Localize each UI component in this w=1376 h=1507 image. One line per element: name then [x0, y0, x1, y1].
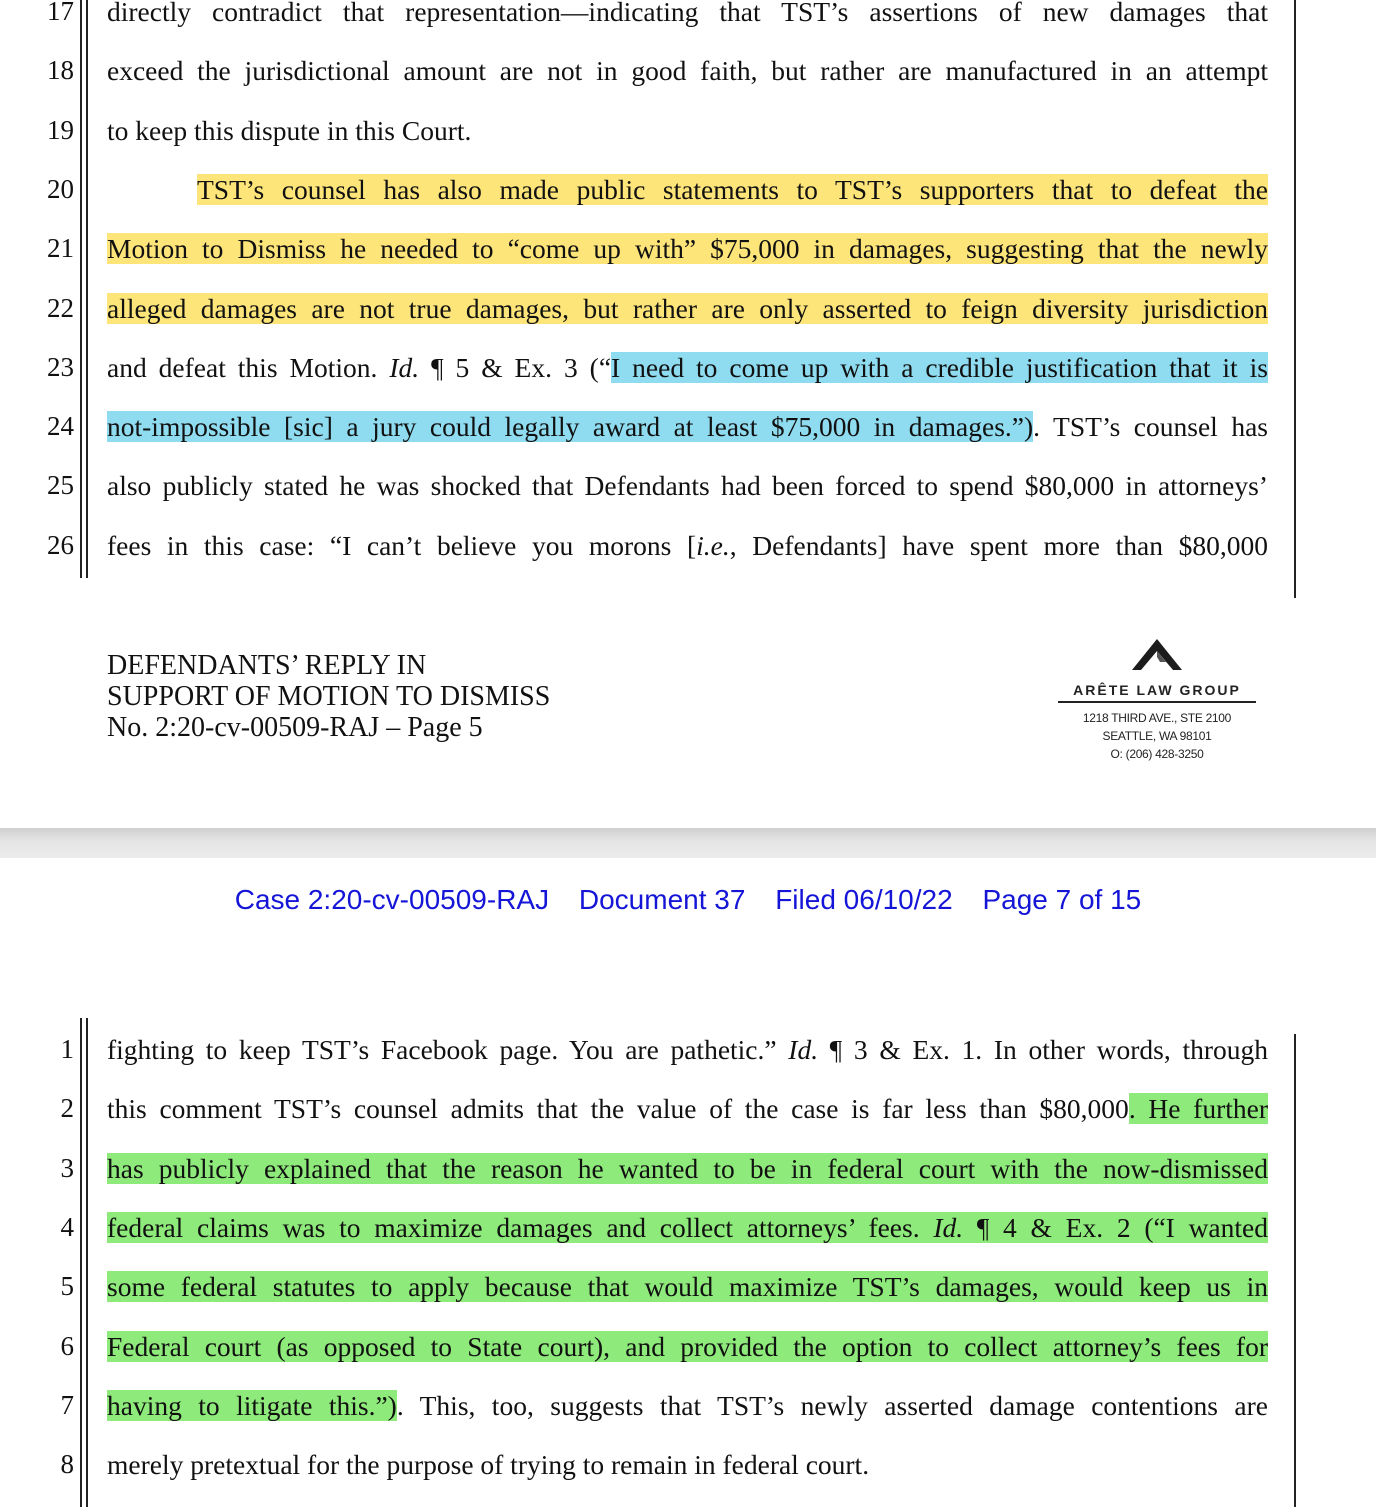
highlight-green: Id.	[933, 1211, 964, 1243]
citation-italic: i.e.	[696, 529, 730, 561]
line-text	[107, 1079, 1268, 1138]
line-number: 7	[60, 1389, 74, 1420]
firm-name: ARÊTE LAW GROUP	[1073, 682, 1241, 698]
line-number: 20	[47, 173, 74, 204]
line-number: 3	[60, 1152, 74, 1183]
line-number: 23	[47, 351, 74, 382]
line-number: 8	[60, 1449, 74, 1480]
document-page-6	[0, 858, 1376, 1507]
line-text	[107, 456, 1268, 515]
highlight-green: ¶ 4 & Ex. 2 (“I wanted	[963, 1211, 1268, 1243]
line-number: 24	[47, 411, 74, 442]
pleading-line	[0, 1257, 1376, 1316]
text-run: ¶ 5 & Ex. 3 (“	[419, 351, 612, 383]
text-run: exceed the jurisdictional amount are not in good faith, but rather are manufactured in an attempt	[107, 55, 1268, 87]
line-text	[107, 338, 1268, 397]
text-run: fees in this case: “I can’t believe you morons [	[107, 529, 697, 561]
citation-italic: Id.	[788, 1034, 819, 1065]
text-run: to keep this dispute in this Court.	[107, 114, 472, 146]
pleading-line	[0, 456, 1376, 515]
highlight-green: has publicly explained that the reason he wanted to be in federal court with the now-dismissed	[107, 1152, 1268, 1184]
text-run: , Defendants] have spent more than $80,000	[729, 529, 1268, 561]
line-number: 19	[47, 114, 74, 145]
line-text	[107, 1020, 1268, 1079]
pleading-line	[0, 1139, 1376, 1198]
footer-case-page: No. 2:20-cv-00509-RAJ – Page 5	[107, 712, 483, 743]
pleading-line	[0, 101, 1376, 160]
pleading-line	[0, 219, 1376, 278]
document-footer-caption	[107, 650, 550, 743]
footer-caption-line: SUPPORT OF MOTION TO DISMISS	[107, 681, 551, 712]
line-text	[107, 397, 1268, 456]
pleading-line	[0, 0, 1376, 41]
text-run: this comment TST’s counsel admits that the value of the case is far less than $80,000	[107, 1093, 1129, 1125]
line-number: 21	[47, 233, 74, 264]
pleading-line	[0, 338, 1376, 397]
text-run: . TST’s counsel has	[1033, 411, 1268, 443]
firm-divider	[1058, 701, 1256, 703]
pleading-line	[0, 1079, 1376, 1138]
line-number: 4	[60, 1211, 74, 1242]
line-number: 2	[60, 1093, 74, 1124]
line-number: 26	[47, 529, 74, 560]
line-number: 18	[47, 55, 74, 86]
pleading-line	[0, 279, 1376, 338]
ecf-case-number: Case 2:20-cv-00509-RAJ	[234, 884, 550, 915]
highlight-blue: I need to come up with a credible justification that it is	[611, 351, 1269, 383]
firm-phone: O: (206) 428-3250	[1110, 747, 1204, 761]
text-run: fighting to keep TST’s Facebook page. You are pathetic.”	[107, 1034, 789, 1065]
line-text	[107, 1257, 1268, 1316]
line-text	[107, 101, 1268, 160]
line-text	[107, 279, 1268, 338]
page-separator	[0, 828, 1376, 858]
firm-address-street: 1218 THIRD AVE., STE 2100	[1082, 711, 1232, 725]
pleading-line	[0, 1020, 1376, 1079]
line-text	[107, 1435, 1268, 1494]
ecf-page-count: Page 7 of 15	[982, 884, 1142, 915]
line-number: 22	[47, 292, 74, 323]
line-text	[107, 1317, 1268, 1376]
pleading-line	[0, 1317, 1376, 1376]
line-number: 6	[60, 1330, 74, 1361]
text-run: also publicly stated he was shocked that Defendants had been forced to spend $80,000 in attorneys’	[107, 470, 1268, 502]
firm-address-city: SEATTLE, WA 98101	[1102, 729, 1212, 743]
line-number: 5	[60, 1271, 74, 1302]
pleading-line	[0, 1198, 1376, 1257]
ecf-document-number: Document 37	[578, 884, 746, 915]
ecf-filing-header	[0, 884, 1376, 916]
pleading-line	[0, 516, 1376, 575]
footer-caption-line: DEFENDANTS’ REPLY IN	[107, 650, 427, 681]
highlight-green: Federal court (as opposed to State court), and provided the option to collect attorney’s fees for	[107, 1330, 1268, 1362]
highlight-yellow: alleged damages are not true damages, but rather are only asserted to feign diversity jurisdiction	[107, 292, 1268, 324]
highlight-green: federal claims was to maximize damages and collect attorneys’ fees.	[107, 1211, 934, 1243]
text-run: merely pretextual for the purpose of trying to remain in federal court.	[107, 1449, 870, 1481]
highlight-yellow: Motion to Dismiss he needed to “come up with” $75,000 in damages, suggesting that the newly	[107, 233, 1268, 265]
line-number: 17	[47, 0, 74, 26]
line-text	[107, 0, 1268, 41]
line-text	[107, 516, 1268, 575]
law-firm-block	[1058, 636, 1256, 763]
line-number: 25	[47, 470, 74, 501]
text-run: . This, too, suggests that TST’s newly asserted damage contentions are	[396, 1389, 1268, 1421]
pleading-line	[0, 160, 1376, 219]
highlight-green: having to litigate this.”)	[107, 1389, 397, 1421]
highlight-yellow: TST’s counsel has also made public statements to TST’s supporters that to defeat the	[197, 173, 1268, 205]
pleading-line	[0, 41, 1376, 100]
pleading-line	[0, 397, 1376, 456]
line-text	[107, 1376, 1268, 1435]
highlight-green: some federal statutes to apply because that would maximize TST’s damages, would keep us in	[107, 1271, 1268, 1303]
line-number: 1	[60, 1034, 74, 1064]
ecf-filed-date: Filed 06/10/22	[775, 884, 953, 915]
highlight-green: . He further	[1128, 1093, 1268, 1125]
arete-logo-icon	[1130, 636, 1184, 674]
highlight-blue: not-impossible [sic] a jury could legally award at least $75,000 in damages.”)	[107, 411, 1034, 443]
text-run: directly contradict that representation—indicating that TST’s assertions of new damages that	[107, 0, 1268, 27]
line-text	[107, 41, 1268, 100]
text-run: ¶ 3 & Ex. 1. In other words, through	[818, 1034, 1268, 1065]
pleading-line	[0, 1376, 1376, 1435]
line-text	[107, 160, 1268, 219]
line-text	[107, 1139, 1268, 1198]
line-text	[107, 1198, 1268, 1257]
line-text	[107, 219, 1268, 278]
citation-italic: Id.	[389, 351, 420, 383]
pleading-line	[0, 1435, 1376, 1494]
text-run: and defeat this Motion.	[107, 351, 390, 383]
